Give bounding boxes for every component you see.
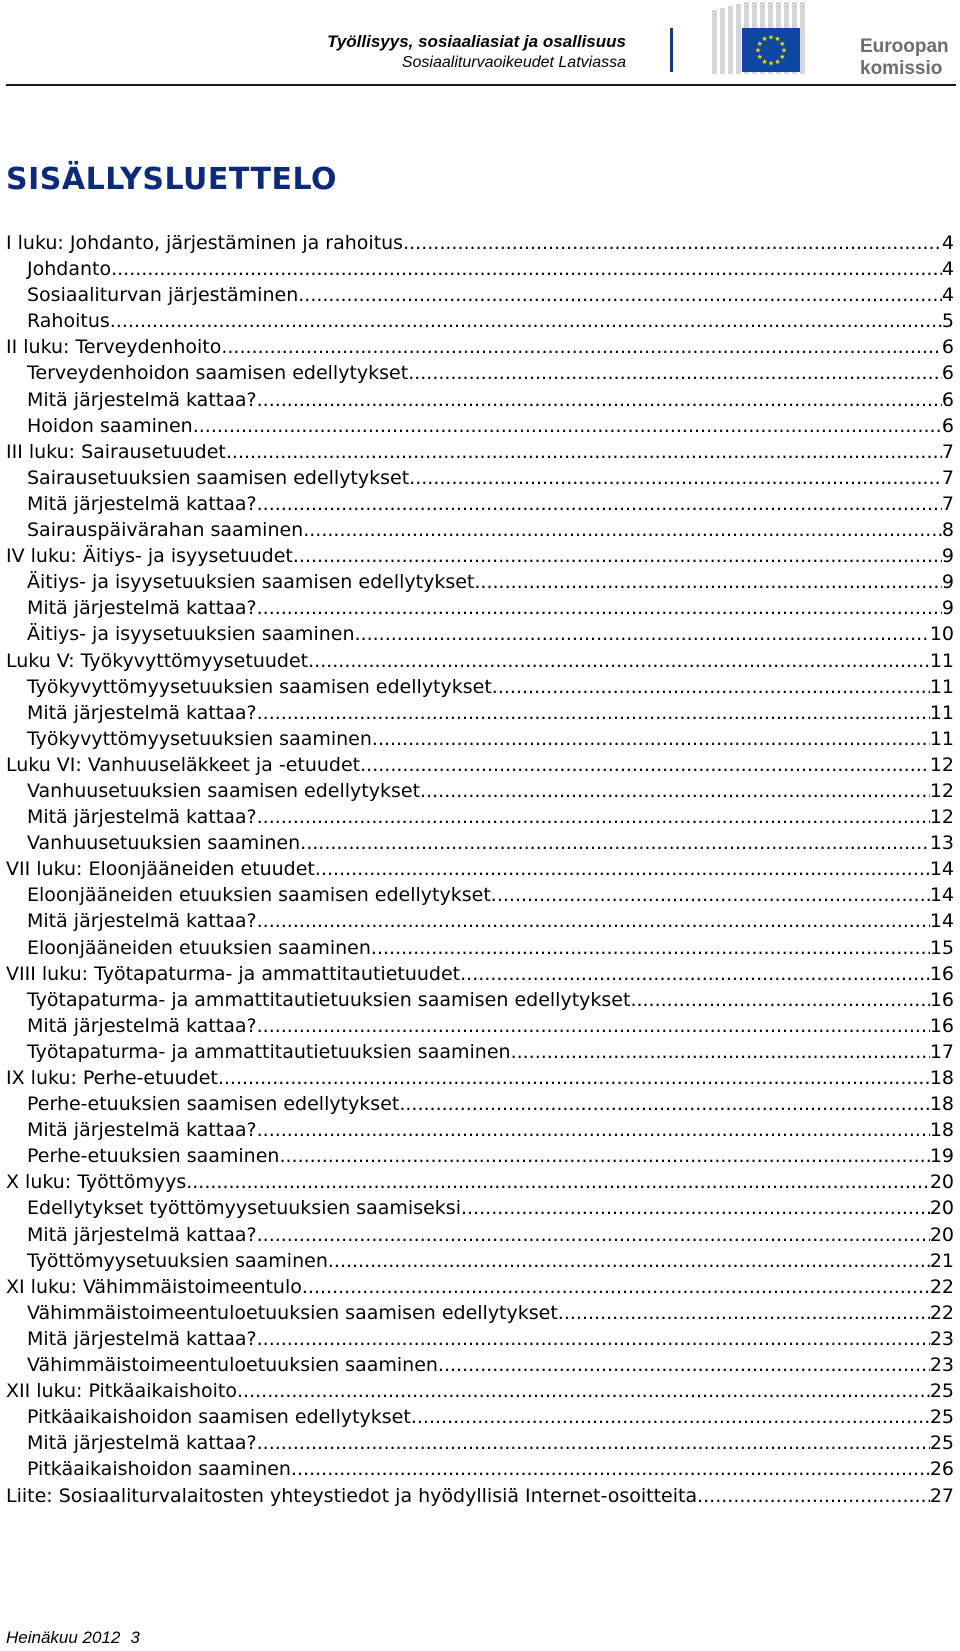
toc-entry-label: Työtapaturma- ja ammattitautietuuksien saamisen edellytykset [27, 988, 631, 1011]
toc-entry-label: Rahoitus [27, 310, 110, 333]
toc-entry[interactable] [6, 543, 954, 569]
toc-entry-page: 12 [929, 779, 954, 802]
toc-leader-dots [257, 1013, 930, 1039]
toc-entry[interactable] [6, 465, 954, 491]
toc-entry-page: 20 [929, 1171, 954, 1194]
toc-leader-dots [300, 830, 930, 856]
toc-entry-label: Mitä järjestelmä kattaa? [27, 1432, 257, 1455]
toc-entry-label: I luku: Johdanto, järjestäminen ja rahoitus [6, 232, 404, 254]
header-separator [670, 28, 673, 72]
toc-entry-page: 10 [929, 623, 954, 646]
toc-entry-page: 14 [929, 910, 954, 933]
toc-leader-dots [257, 1430, 930, 1456]
toc-entry-page: 6 [941, 414, 954, 437]
toc-leader-dots [438, 1352, 930, 1378]
toc-entry[interactable] [6, 1404, 954, 1430]
toc-leader-dots [630, 987, 929, 1013]
toc-entry[interactable] [6, 752, 954, 778]
toc-entry-label: X luku: Työttömyys [6, 1171, 187, 1194]
toc-entry[interactable] [6, 648, 954, 674]
toc-entry-label: Edellytykset työttömyysetuuksien saamiseksi [27, 1197, 461, 1220]
toc-entry[interactable] [6, 1274, 954, 1300]
toc-entry-page: 9 [941, 597, 954, 620]
toc-leader-dots [302, 1274, 930, 1300]
page-footer [6, 1628, 140, 1648]
toc-entry-page: 14 [929, 884, 954, 907]
toc-entry-page: 23 [929, 1327, 954, 1350]
toc-entry[interactable] [6, 439, 954, 465]
toc-entry-label: Sairauspäivärahan saaminen [27, 519, 304, 542]
toc-entry[interactable] [6, 360, 954, 386]
toc-entry-label: Mitä järjestelmä kattaa? [27, 1223, 257, 1246]
toc-entry-page: 20 [929, 1223, 954, 1246]
eu-star-icon: ★ [779, 53, 786, 61]
toc-leader-dots [308, 648, 930, 674]
toc-entry-label: Pitkäaikaishoidon saaminen [27, 1458, 291, 1481]
toc-entry[interactable] [6, 1222, 954, 1248]
toc-leader-dots [360, 752, 930, 778]
toc-entry-label: Mitä järjestelmä kattaa? [27, 910, 257, 933]
footer-page-number: 3 [130, 1628, 140, 1647]
toc-entry[interactable] [6, 517, 954, 543]
toc-entry-page: 25 [929, 1406, 954, 1429]
toc-entry-page: 4 [941, 258, 954, 281]
toc-entry-label: VIII luku: Työtapaturma- ja ammattitautietuudet [6, 962, 461, 985]
toc-entry-page: 19 [929, 1145, 954, 1168]
toc-entry-page: 16 [929, 988, 954, 1011]
toc-entry[interactable] [6, 1352, 954, 1378]
toc-entry-page: 15 [929, 936, 954, 959]
toc-leader-dots [558, 1300, 930, 1326]
toc-entry-page: 6 [941, 388, 954, 411]
logo-line-1: Euroopan [860, 36, 949, 57]
toc-entry-label: Perhe-etuuksien saaminen [27, 1145, 280, 1168]
toc-entry-label: Eloonjääneiden etuuksien saaminen [27, 936, 371, 959]
toc-entry-label: Työkyvyttömyysetuuksien saaminen [27, 727, 372, 750]
toc-entry[interactable] [6, 256, 954, 282]
toc-entry-page: 18 [929, 1093, 954, 1116]
footer-date: Heinäkuu 2012 [6, 1628, 121, 1647]
toc-entry-page: 4 [941, 284, 954, 307]
toc-entry-page: 9 [941, 545, 954, 568]
toc-entry-label: Mitä järjestelmä kattaa? [27, 492, 257, 515]
toc-leader-dots [315, 856, 930, 882]
toc-entry-label: XII luku: Pitkäaikaishoito [6, 1380, 237, 1403]
logo-text [860, 36, 949, 80]
toc-leader-dots [355, 621, 930, 647]
toc-entry[interactable] [6, 1378, 954, 1404]
toc-entry-label: Vähimmäistoimeentuloetuuksien saamisen edellytykset [27, 1301, 558, 1324]
eu-star-icon: ★ [767, 59, 775, 68]
toc-entry[interactable] [6, 1039, 954, 1065]
toc-entry-page: 22 [929, 1275, 954, 1298]
toc-entry-page: 11 [929, 675, 954, 698]
toc-leader-dots [110, 308, 942, 334]
toc-entry[interactable] [6, 230, 954, 256]
toc-entry-label: Eloonjääneiden etuuksien saamisen edellytykset [27, 884, 491, 907]
toc-entry[interactable] [6, 1483, 954, 1509]
toc-entry-label: Mitä järjestelmä kattaa? [27, 806, 257, 829]
toc-leader-dots [409, 465, 942, 491]
toc-entry[interactable] [6, 387, 954, 413]
toc-entry-label: Äitiys- ja isyysetuuksien saamisen edellytykset [27, 571, 475, 594]
toc-entry-label: III luku: Sairausetuudet [6, 440, 226, 463]
toc-entry-page: 7 [941, 492, 954, 515]
toc-leader-dots [237, 1378, 930, 1404]
toc-leader-dots [257, 700, 930, 726]
toc-entry[interactable] [6, 804, 954, 830]
toc-entry[interactable] [6, 961, 954, 987]
toc-entry[interactable] [6, 882, 954, 908]
toc-leader-dots [461, 1195, 930, 1221]
toc-leader-dots [193, 413, 942, 439]
eu-star-icon: ★ [780, 46, 788, 55]
toc-leader-dots [460, 961, 930, 987]
toc-leader-dots [420, 778, 930, 804]
toc-entry[interactable] [6, 308, 954, 334]
toc-entry-label: VII luku: Eloonjääneiden etuudet [6, 858, 315, 881]
toc-entry-page: 22 [929, 1301, 954, 1324]
toc-leader-dots [511, 1039, 930, 1065]
toc-leader-dots [257, 1222, 930, 1248]
eu-star-icon: ★ [761, 35, 768, 44]
toc-entry-label: II luku: Terveydenhoito [6, 336, 222, 359]
toc-entry-page: 23 [929, 1354, 954, 1377]
toc-entry[interactable] [6, 674, 954, 700]
toc-entry-page: 11 [929, 701, 954, 724]
toc-leader-dots [279, 1143, 929, 1169]
toc-entry-page: 25 [929, 1380, 954, 1403]
toc-entry-label: Sosiaaliturvan järjestäminen [27, 284, 299, 307]
eu-flag-icon [742, 28, 800, 72]
header-titles [327, 32, 626, 73]
toc-entry[interactable] [6, 621, 954, 647]
eu-star-icon: ★ [761, 57, 768, 66]
toc-entry-label: Työkyvyttömyysetuuksien saamisen edellytykset [27, 675, 492, 698]
toc-entry[interactable] [6, 1117, 954, 1143]
logo-line-2: komissio [860, 58, 943, 79]
header-title: Työllisyys, sosiaaliasiat ja osallisuus [327, 32, 626, 51]
toc-entry-label: Sairausetuuksien saamisen edellytykset [27, 466, 410, 489]
eu-star-icon: ★ [774, 57, 781, 66]
toc-entry[interactable] [6, 1143, 954, 1169]
toc-leader-dots [257, 804, 930, 830]
toc-leader-dots [291, 1456, 930, 1482]
toc-entry[interactable] [6, 1013, 954, 1039]
toc-entry-page: 16 [929, 1014, 954, 1037]
toc-leader-dots [298, 282, 942, 308]
toc-entry[interactable] [6, 908, 954, 934]
toc-leader-dots [111, 256, 942, 282]
toc-leader-dots [218, 1065, 930, 1091]
eu-star-icon: ★ [779, 40, 786, 48]
toc-entry-page: 18 [929, 1119, 954, 1142]
toc-entry-label: Työttömyysetuuksien saaminen [27, 1249, 328, 1272]
toc-entry-label: Liite: Sosiaaliturvalaitosten yhteystiedot ja hyödyllisiä Internet-osoitteita [6, 1484, 698, 1507]
toc-entry-label: Johdanto [27, 258, 112, 281]
toc-entry-page: 12 [929, 806, 954, 829]
toc-entry[interactable] [6, 987, 954, 1013]
toc-entry[interactable] [6, 1430, 954, 1456]
header-subtitle: Sosiaaliturvaoikeudet Latviassa [401, 54, 626, 71]
toc-entry-label: XI luku: Vähimmäistoimeentulo [6, 1275, 302, 1298]
toc-leader-dots [293, 543, 942, 569]
toc-entry-label: Luku V: Työkyvyttömyysetuudet [6, 649, 309, 672]
toc-entry[interactable] [6, 491, 954, 517]
toc-entry-page: 5 [941, 310, 954, 333]
toc-leader-dots [491, 882, 930, 908]
toc-leader-dots [257, 387, 942, 413]
toc-entry-page: 4 [941, 232, 954, 254]
toc-entry-label: Vähimmäistoimeentuloetuuksien saaminen [27, 1354, 438, 1377]
toc-entry-page: 20 [929, 1197, 954, 1220]
toc-entry-label: Työtapaturma- ja ammattitautietuuksien saaminen [27, 1040, 511, 1063]
toc-entry[interactable] [6, 1091, 954, 1117]
toc-entry-label: Perhe-etuuksien saamisen edellytykset [27, 1093, 400, 1116]
toc-entry[interactable] [6, 1195, 954, 1221]
toc-leader-dots [186, 1169, 930, 1195]
toc-leader-dots [403, 230, 942, 256]
eu-star-icon: ★ [756, 53, 763, 61]
toc-leader-dots [221, 334, 942, 360]
toc-entry[interactable] [6, 778, 954, 804]
toc-entry-label: Terveydenhoidon saamisen edellytykset [27, 362, 409, 385]
toc-heading: SISÄLLYSLUETTELO [6, 162, 338, 197]
toc-entry-label: Mitä järjestelmä kattaa? [27, 1014, 257, 1037]
toc-entry[interactable] [6, 1169, 954, 1195]
toc-entry[interactable] [6, 595, 954, 621]
toc-entry-page: 11 [929, 649, 954, 672]
toc-leader-dots [697, 1483, 930, 1509]
toc-entry-page: 6 [941, 336, 954, 359]
toc-entry-page: 21 [929, 1249, 954, 1272]
toc-entry[interactable] [6, 1248, 954, 1274]
toc-leader-dots [257, 908, 930, 934]
toc-entry[interactable] [6, 282, 954, 308]
toc-entry[interactable] [6, 1065, 954, 1091]
toc-entry[interactable] [6, 569, 954, 595]
toc-leader-dots [408, 360, 942, 386]
toc-entry-label: Hoidon saaminen [27, 414, 193, 437]
header-rule [6, 84, 956, 86]
toc-entry-label: IV luku: Äitiys- ja isyysetuudet [6, 545, 293, 568]
eu-star-icon: ★ [754, 46, 762, 55]
toc-leader-dots [492, 674, 930, 700]
toc-entry-page: 11 [929, 727, 954, 750]
toc-leader-dots [257, 1326, 930, 1352]
toc-entry-page: 27 [929, 1484, 954, 1507]
toc-entry-label: Äitiys- ja isyysetuuksien saaminen [27, 623, 355, 646]
toc-entry-page: 6 [941, 362, 954, 385]
toc-entry-label: Mitä järjestelmä kattaa? [27, 388, 257, 411]
toc-entry-label: Vanhuusetuuksien saaminen [27, 832, 301, 855]
european-commission-logo [712, 2, 952, 78]
toc-entry-page: 14 [929, 858, 954, 881]
toc-leader-dots [399, 1091, 929, 1117]
toc-entry-page: 16 [929, 962, 954, 985]
toc-leader-dots [474, 569, 942, 595]
table-of-contents [6, 230, 954, 1509]
toc-entry[interactable] [6, 935, 954, 961]
toc-entry-page: 7 [941, 466, 954, 489]
toc-entry-label: Mitä järjestelmä kattaa? [27, 1119, 257, 1142]
toc-entry[interactable] [6, 1300, 954, 1326]
toc-leader-dots [371, 935, 930, 961]
toc-entry-page: 13 [929, 832, 954, 855]
toc-entry[interactable] [6, 334, 954, 360]
toc-entry-page: 18 [929, 1067, 954, 1089]
toc-entry-page: 17 [929, 1040, 954, 1063]
toc-entry-label: Luku VI: Vanhuuseläkkeet ja -etuudet [6, 753, 361, 776]
toc-entry-label: Mitä järjestelmä kattaa? [27, 597, 257, 620]
toc-entry[interactable] [6, 830, 954, 856]
toc-entry-page: 26 [929, 1458, 954, 1481]
toc-entry-label: Pitkäaikaishoidon saamisen edellytykset [27, 1406, 411, 1429]
toc-entry[interactable] [6, 1326, 954, 1352]
toc-entry-label: Vanhuusetuuksien saamisen edellytykset [27, 779, 421, 802]
toc-entry-label: Mitä järjestelmä kattaa? [27, 1327, 257, 1350]
toc-leader-dots [328, 1248, 930, 1274]
toc-entry-label: Mitä järjestelmä kattaa? [27, 701, 257, 724]
toc-entry[interactable] [6, 726, 954, 752]
toc-entry-page: 7 [941, 440, 954, 463]
toc-leader-dots [303, 517, 942, 543]
toc-entry-label: IX luku: Perhe-etuudet [6, 1067, 218, 1089]
toc-entry[interactable] [6, 700, 954, 726]
toc-entry-page: 25 [929, 1432, 954, 1455]
toc-entry-page: 9 [941, 571, 954, 594]
toc-leader-dots [257, 491, 942, 517]
eu-star-icon: ★ [774, 35, 781, 44]
toc-entry[interactable] [6, 413, 954, 439]
toc-leader-dots [411, 1404, 930, 1430]
eu-star-icon: ★ [756, 40, 763, 48]
toc-leader-dots [226, 439, 942, 465]
toc-leader-dots [257, 1117, 930, 1143]
toc-entry[interactable] [6, 1456, 954, 1482]
toc-entry-page: 12 [929, 753, 954, 776]
eu-star-icon: ★ [767, 33, 775, 42]
toc-leader-dots [372, 726, 930, 752]
toc-entry-page: 8 [941, 519, 954, 542]
toc-entry[interactable] [6, 856, 954, 882]
toc-leader-dots [257, 595, 942, 621]
page-header [0, 0, 960, 90]
